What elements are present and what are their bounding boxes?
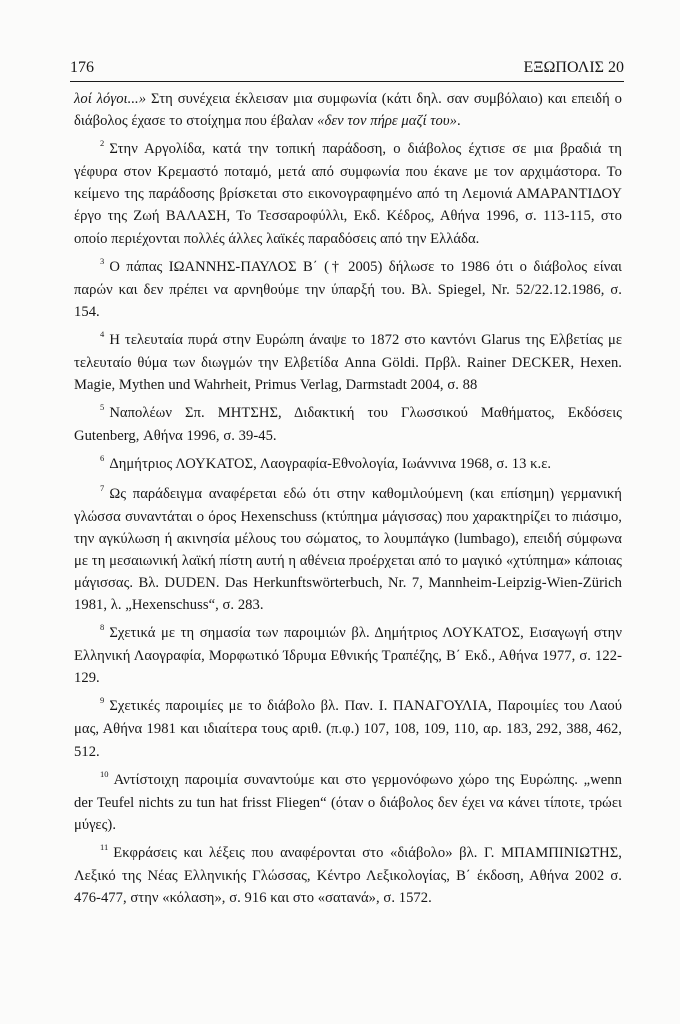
footnote-text: Αντίστοιχη παροιμία συναντούμε και στο γερμονόφωνο χώρο της Ευρώπης. „wenn der Teufel nichts zu tun hat frisst Fliegen“ (όταν ο διάβολος δεν έχει να κάνει τίποτε, τρώει μύγες). [74,771,622,833]
footnote-text: Ο πάπας ΙΩΑΝΝΗΣ-ΠΑΥΛΟΣ Β΄ († 2005) δήλωσε το 1986 ότι ο διάβολος είναι παρών και δεν πρέπει να αρνηθούμε την ύπαρξή του. Βλ. Spiegel, Nr. 52/22.12.1986, σ. 154. [74,258,622,320]
footnote-marker: 5 [100,402,105,413]
footnote-9 [74,695,622,762]
footnote-text: Σχετικά με τη σημασία των παροιμιών βλ. Δημήτριος ΛΟΥΚΑΤΟΣ, Εισαγωγή στην Ελληνική Λαογραφία, Μορφωτικό Ίδρυμα Εθνικής Τραπέζης, Β΄ Εκδ., Αθήνα 1977, σ. 122-129. [74,625,622,687]
continuation-text-b: . [456,113,461,130]
footnote-5 [74,402,622,447]
footnote-text: Η τελευταία πυρά στην Ευρώπη άναψε το 1872 στο καντόνι Glarus της Ελβετίας με τελευταίο θύμα των διωγμών την Ελβετίδα Anna Göldi. Πρβλ. Rainer DECKER, Hexen. Magie, Mythen und Wahrheit, Primus Verlag, Darmstadt 2004, σ. 88 [74,331,622,394]
continuation-italic-lead: λοί λόγοι...» [74,91,147,107]
footnote-marker: 10 [100,768,109,779]
footnote-marker: 2 [100,138,105,149]
footnote-7 [74,483,622,617]
footnote-6 [74,453,622,476]
footnote-marker: 7 [100,482,105,493]
footnote-marker: 8 [100,622,105,633]
footnote-8 [74,622,622,689]
footnote-marker: 6 [100,453,105,464]
footnote-text: Ναπολέων Σπ. ΜΗΤΣΗΣ, Διδακτική του Γλωσσικού Μαθήματος, Εκδόσεις Gutenberg, Αθήνα 1996, σ. 39-45. [74,405,622,445]
continuation-text-a: Στη συνέχεια έκλεισαν μια συμφωνία (κάτι δηλ. σαν συμβόλαιο) και επειδή ο διάβολος έχασε το στοίχημα που έβαλαν [74,91,623,130]
footnote-marker: 9 [100,695,105,706]
page-body [74,88,622,915]
footnote-text: Στην Αργολίδα, κατά την τοπική παράδοση, ο διάβολος έχτισε σε μια βραδιά τη γέφυρα στον Κρεμαστό ποταμό, μετά από συμφωνία που έκανε με τον αρχιμάστορα. Το κείμενο της παράδοσης βρίσκεται στο εικονογραφημένο από τη Λεμονιά ΑΜΑΡΑΝΤΙΔΟΥ έργο της Ζωή ΒΑΛΑΣΗ, Το Τεσσαροφύλλι, Εκδ. Κέδρος, Αθήνα 1996, σ. 113-115, στο οποίο περιέχονται πολλές άλλες λαϊκές παραδόσεις από την Ελλάδα. [74,141,622,247]
footnote-marker: 4 [100,328,105,339]
footnote-marker: 11 [100,841,109,852]
header-rule [70,81,624,82]
footnote-text: Δημήτριος ΛΟΥΚΑΤΟΣ, Λαογραφία-Εθνολογία, Ιωάννινα 1968, σ. 13 κ.ε. [109,456,552,473]
footnote-marker: 3 [100,255,105,266]
footnote-4 [74,329,622,396]
footnote-11 [74,842,622,909]
footnote-2 [74,138,622,249]
continuation-italic-quote: «δεν τον πήρε μαζί του» [317,113,457,130]
running-title: ΕΞΩΠΟΛΙΣ 20 [523,59,624,76]
footnote-10 [74,769,622,836]
continuation-paragraph [74,88,622,132]
running-head [70,59,624,77]
footnote-text: Ως παράδειγμα αναφέρεται εδώ ότι στην καθομιλούμενη (και επίσημη) γερμανική γλώσσα συναντάται ο όρος Hexenschuss (κτύπημα μάγισσας) που χαρακτηρίζει το πιάσιμο, την αγκύλωση ή ακινησία μέλους του σώματος, το λουμπάγκο (lumbago), επειδή σύμφωνα με τη μεσαιωνική λαϊκή πίστη αυτή η αθένεια προέρχεται από το μαγικό «χτύπημα» κάποιας μάγισσας. Βλ. DUDEN. Das Herkunftswörterbuch, Nr. 7, Mannheim-Leipzig-Wien-Zürich 1981, λ. „Hexenschuss“, σ. 283. [74,485,622,613]
footnote-text: Σχετικές παροιμίες με το διάβολο βλ. Παν. Ι. ΠΑΝΑΓΟΥΛΙΑ, Παροιμίες του Λαού μας, Αθήνα 1981 και ιδιαίτερα τους αριθ. (π.φ.) 107, 108, 109, 110, αρ. 183, 292, 388, 462, 512. [74,698,622,760]
footnote-3 [74,256,622,323]
page-number: 176 [70,59,94,76]
footnote-text: Εκφράσεις και λέξεις που αναφέρονται στο «διάβολο» βλ. Γ. ΜΠΑΜΠΙΝΙΩΤΗΣ, Λεξικό της Νέας Ελληνικής Γλώσσας, Κέντρο Λεξικολογίας, Β΄ έκδοση, Αθήνα 2002 σ. 476-477, στην «κόλαση», σ. 916 και στο «σατανά», σ. 1572. [74,844,622,907]
